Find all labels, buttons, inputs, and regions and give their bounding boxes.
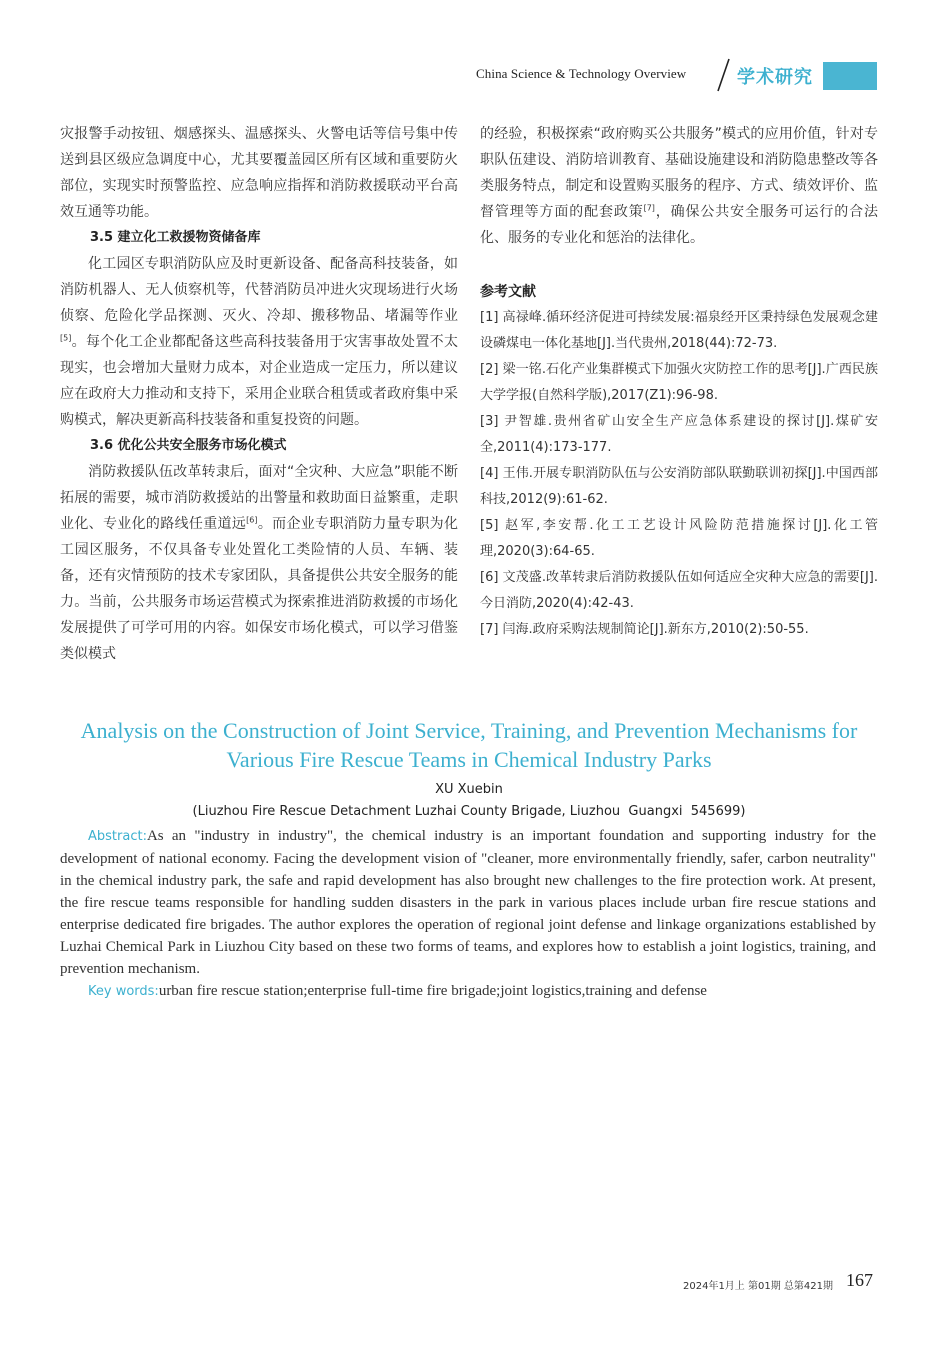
- citation: [7]: [643, 203, 655, 213]
- journal-name: China Science & Technology Overview: [476, 66, 687, 81]
- references-heading: 参考文献: [480, 284, 536, 300]
- reference-item: [6] 文茂盛.改革转隶后消防救援队伍如何适应全灾种大应急的需要[J].今日消防,2020(4):42-43.: [480, 570, 878, 611]
- keywords-text: urban fire rescue station;enterprise full-time fire brigade;joint logistics,training and defense: [158, 983, 707, 999]
- abstract-label: Abstract:: [88, 829, 147, 844]
- header-slash-divider: [715, 58, 731, 92]
- author-affiliation: (Liuzhou Fire Rescue Detachment Luzhai County Brigade, Liuzhou Guangxi 545699): [192, 804, 746, 819]
- abstract-text: As an "industry in industry", the chemical industry is an important foundation and supporting industry for the development of national economy. Facing the development vision of "cleaner, more environmentally friendly, safer, carbon neutrality" in the chemical industry park, the safe and rapid development has also brought new challenges to the fire protection work. At present, the fire rescue teams responsible for handling sudden disasters in the park in various places include urban fire rescue stations and enterprise dedicated fire brigades. The author explores the operation of regional joint defense and linkage organizations established by Luzhai Chemical Park in Liuzhou City based on these two forms of teams, and explores how to establish a joint logistics, training, and prevention mechanism.: [60, 828, 876, 977]
- reference-item: [1] 高禄峰.循环经济促进可持续发展:福泉经开区秉持绿色发展观念建设磷煤电一体化基地[J].当代贵州,2018(44):72-73.: [480, 310, 878, 351]
- paragraph-text: 消防救援队伍改革转隶后，面对“全灾种、大应急”职能不断拓展的需要，城市消防救援站的出警量和救助面日益繁重，走职业化、专业化的路线任重道远: [60, 464, 458, 532]
- paragraph-text: ，确保公共安全服务可运行的合法化、服务的专业化和惩治的法律化。: [480, 204, 879, 246]
- paragraph: 灾报警手动按钮、烟感探头、温感探头、火警电话等信号集中传送到县区级应急调度中心，尤其要覆盖园区所有区域和重要防火部位，实现实时预警监控、应急响应指挥和消防救援联动平台高效互通等功能。: [60, 126, 458, 220]
- paragraph: [60, 251, 458, 433]
- english-title-line: Various Fire Rescue Teams in Chemical Industry Parks: [226, 747, 712, 772]
- page-number: 167: [846, 1270, 873, 1290]
- author-name: XU Xuebin: [435, 782, 503, 797]
- paragraph-text: 。每个化工企业都配备这些高科技装备用于灾害事故处置不太现实，也会增加大量财力成本，对企业造成一定压力，所以建议应在政府大力推动和支持下，采用企业联合租赁或者政府集中采购模式，解决更新高科技装备和重复投资的问题。: [60, 334, 458, 428]
- reference-item: [3] 尹智雄.贵州省矿山安全生产应急体系建设的探讨[J].煤矿安全,2011(4):173-177.: [480, 414, 878, 455]
- reference-item: [2] 梁一铭.石化产业集群模式下加强火灾防控工作的思考[J].广西民族大学学报(自然科学版),2017(Z1):96-98.: [480, 362, 878, 403]
- reference-item: [4] 王伟.开展专职消防队伍与公安消防部队联勤联训初探[J].中国西部科技,2012(9):61-62.: [480, 466, 878, 507]
- english-title-line: Analysis on the Construction of Joint Service, Training, and Prevention Mechanisms for: [80, 718, 858, 743]
- keywords-paragraph: [60, 980, 876, 1003]
- paragraph-text: 。而企业专职消防力量专职为化工园区服务，不仅具备专业处置化工类险情的人员、车辆、装备，还有灾情预防的技术专家团队，具备提供公共安全服务的能力。当前，公共服务市场运营模式为探索推进消防救援的市场化发展提供了可学可用的内容。如保安市场化模式，可以学习借鉴类似模式: [60, 516, 459, 662]
- section-heading-3-5: 3.5 建立化工救援物资储备库: [90, 230, 261, 245]
- paragraph-text: 化工园区专职消防队应及时更新设备、配备高科技装备，如消防机器人、无人侦察机等，代替消防员冲进火灾现场进行火场侦察、危险化学品探测、灭火、冷却、搬移物品、堵漏等作业: [60, 256, 458, 324]
- section-heading-3-6: 3.6 优化公共安全服务市场化模式: [90, 438, 287, 453]
- section-title: 学术研究: [737, 67, 813, 88]
- english-abstract: [60, 825, 876, 1003]
- abstract-paragraph: [60, 825, 876, 980]
- citation: [5]: [60, 333, 72, 343]
- reference-item: [7] 闫海.政府采购法规制简论[J].新东方,2010(2):50-55.: [480, 622, 809, 637]
- citation: [6]: [246, 515, 258, 525]
- keywords-label: Key words:: [88, 984, 159, 999]
- header-accent-block: [823, 62, 877, 90]
- right-column: [480, 121, 878, 643]
- paragraph: [480, 121, 878, 251]
- issue-info: 2024年1月上 第01期 总第421期: [683, 1281, 833, 1292]
- left-column: [60, 121, 458, 667]
- paragraph: [60, 459, 458, 667]
- english-title: [60, 716, 878, 774]
- paragraph-text: 的经验，积极探索“政府购买公共服务”模式的应用价值，针对专职队伍建设、消防培训教育、基础设施建设和消防隐患整改等各类服务特点，制定和设置购买服务的程序、方式、绩效评价、监督管理等方面的配套政策: [480, 126, 878, 220]
- reference-item: [5] 赵军,李安帮.化工工艺设计风险防范措施探讨[J].化工管理,2020(3):64-65.: [480, 518, 878, 559]
